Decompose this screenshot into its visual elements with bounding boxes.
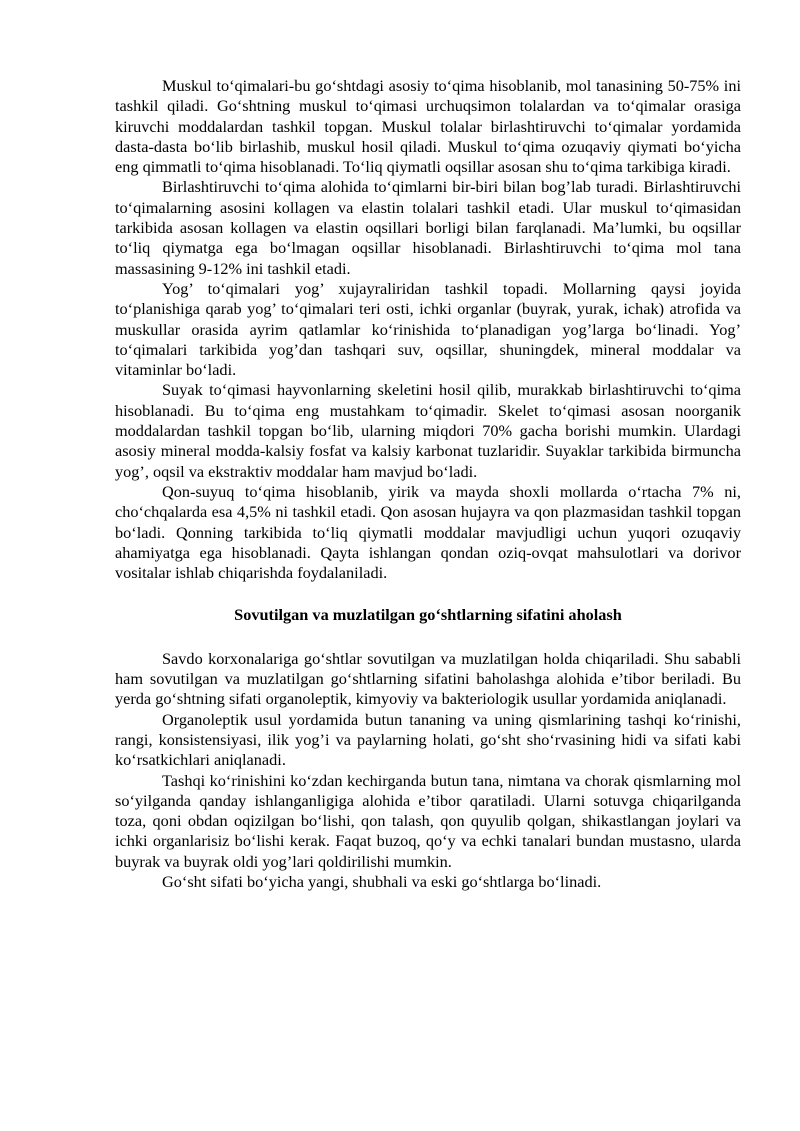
paragraph-connective-tissue: Birlashtiruvchi to‘qima alohida to‘qimlarni bir-biri bilan bog’lab turadi. Birlashtiruvchi to‘qimalarning asosini kollagen va elastin tolalari tashkil etadi. Ular muskul to‘qimasidan tarkibida asosan kollagen va elastin oqsillari borligi bilan farqlanadi. Ma’lumki, bu oqsillar to‘liq qiymatga ega bo‘lmagan oqsillar hisoblanadi. Birlashtiruvchi to‘qima mol tana massasining 9-12% ini tashkil etadi. bbox=[115, 177, 741, 278]
paragraph-blood: Qon-suyuq to‘qima hisoblanib, yirik va mayda shoxli mollarda o‘rtacha 7% ni, cho‘chqalarda esa 4,5% ni tashkil etadi. Qon asosan hujayra va qon plazmasidan tashkil topgan bo‘ladi. Qonning tarkibida to‘liq qiymatli moddalar mavjudligi uchun yuqori ozuqaviy ahamiyatga ega hisoblanadi. Qayta ishlangan qondan oziq-ovqat mahsulotlari va dorivor vositalar ishlab chiqarishda foydalaniladi. bbox=[115, 481, 741, 583]
section-heading: Sovutilgan va muzlatilgan go‘shtlarning sifatini aholash bbox=[234, 605, 622, 625]
paragraph-bone-tissue: Suyak to‘qimasi hayvonlarning skeletini hosil qilib, murakkab birlashtiruvchi to‘qima hisoblanadi. Bu to‘qima eng mustahkam to‘qimadir. Skelet to‘qimasi asosan noorganik moddalardan tashkil topgan bo‘lib, ularning miqdori 70% gacha borishi mumkin. Ulardagi asosiy mineral modda-kalsiy fosfat va kalsiy karbonat tuzlaridir. Suyaklar tarkibida birmuncha yog’, oqsil va ekstraktiv moddalar ham mavjud bo‘ladi. bbox=[115, 380, 741, 481]
paragraph-quality-intro: Savdo korxonalariga go‘shtlar sovutilgan va muzlatilgan holda chiqariladi. Shu sababli ham sovutilgan va muzlatilgan go‘shtlarning sifatini baholashga alohida e’tibor beriladi. Bu yerda go‘shtning sifati organoleptik, kimyoviy va bakteriologik usullar yordamida aniqlanadi. bbox=[115, 648, 741, 709]
paragraph-meat-grades: Go‘sht sifati bo‘yicha yangi, shubhali va eski go‘shtlarga bo‘linadi. bbox=[162, 871, 602, 891]
document-page bbox=[115, 76, 741, 892]
paragraph-appearance: Tashqi ko‘rinishini ko‘zdan kechirganda butun tana, nimtana va chorak qismlarning mol so‘yilganda qanday ishlanganligiga alohida e’tibor qaratiladi. Ularni sotuvga chiqarilganda toza, qoni obdan oqizilgan bo‘lishi, qon talash, qon quyulib qolgan, shikastlangan joylari va ichki organlarisiz bo‘lishi kerak. Faqat buzoq, qo‘y va echki tanalari bundan mustasno, ularda buyrak va buyrak oldi yog’lari qoldirilishi mumkin. bbox=[115, 770, 741, 871]
paragraph-muscle-tissue: Muskul to‘qimalari-bu go‘shtdagi asosiy to‘qima hisoblanib, mol tanasining 50-75% ini tashkil qiladi. Go‘shtning muskul to‘qimasi urchuqsimon tolalardan va to‘qimalar orasiga kiruvchi moddalardan tashkil topgan. Muskul tolalar birlashtiruvchi to‘qimalar yordamida dasta-dasta bo‘lib birlashib, muskul hosil qiladi. Muskul to‘qima ozuqaviy qiymati bo‘yicha eng qimmatli to‘qima hisoblanadi. To‘liq qiymatli oqsillar asosan shu to‘qima tarkibiga kiradi. bbox=[115, 76, 741, 177]
paragraph-fat-tissue: Yog’ to‘qimalari yog’ xujayraliridan tashkil topadi. Mollarning qaysi joyida to‘planishiga qarab yog’ to‘qimalari teri osti, ichki organlar (buyrak, yurak, ichak) atrofida va muskullar orasida ayrim qatlamlar ko‘rinishida to‘planadigan yog’larga bo‘linadi. Yog’ to‘qimalari tarkibida yog’dan tashqari suv, oqsillar, shuningdek, mineral moddalar va vitaminlar bo‘ladi. bbox=[115, 278, 741, 380]
paragraph-organoleptic: Organoleptik usul yordamida butun tananing va uning qismlarining tashqi ko‘rinishi, rangi, konsistensiyasi, ilik yog’i va paylarning holati, go‘sht sho‘rvasining hidi va sifati kabi ko‘rsatkichlari aniqlanadi. bbox=[115, 709, 741, 770]
